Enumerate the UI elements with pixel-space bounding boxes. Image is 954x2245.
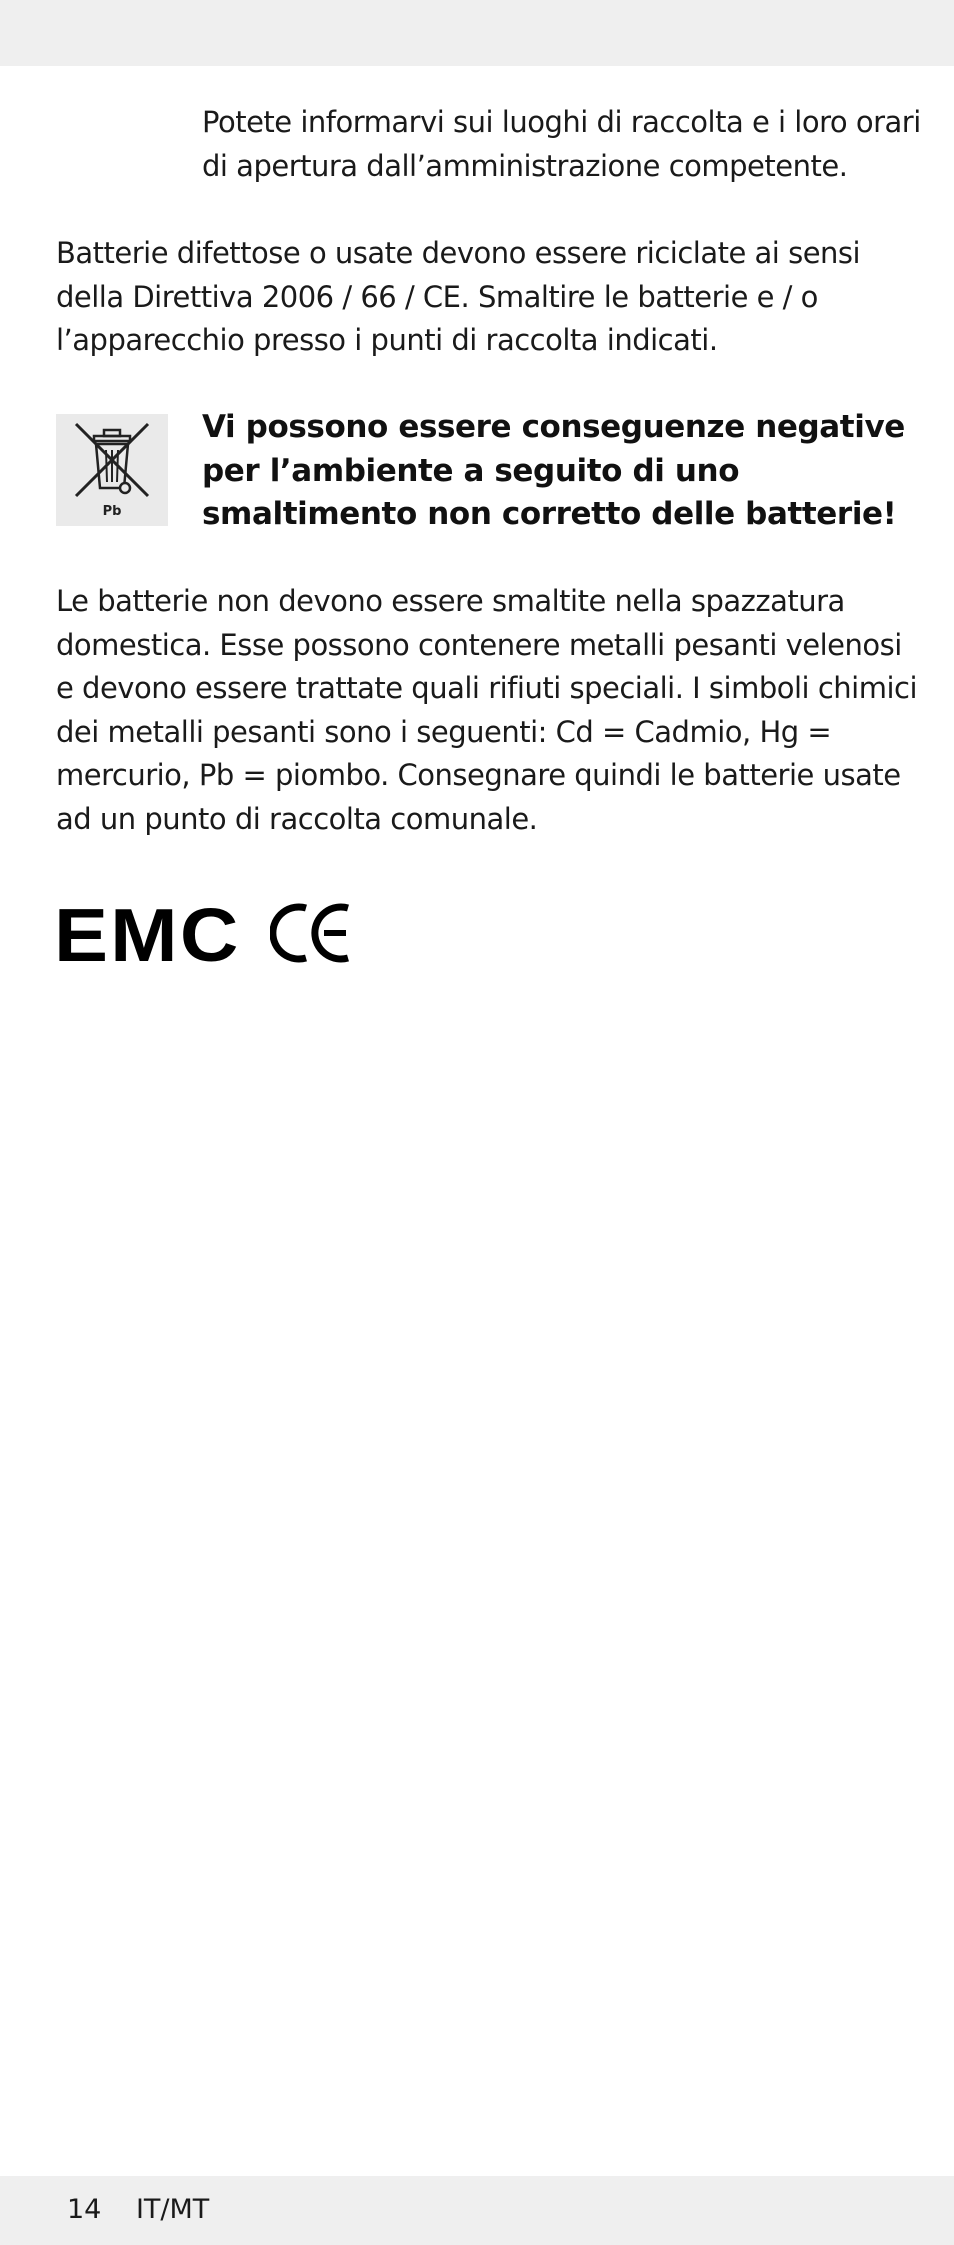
crossed-out-bin-icon xyxy=(56,414,168,526)
battery-warning-text: Vi possono essere conseguenze negative per l’ambiente a seguito di uno smaltimento non corretto delle batterie! xyxy=(202,409,905,532)
battery-recycling-paragraph: Batterie difettose o usate devono essere riciclate ai sensi della Direttiva 2006 / 66 / CE. Smaltire le batterie e / o l’apparecchio presso i punti di raccolta indicati. xyxy=(56,236,861,357)
language-code: IT/MT xyxy=(135,2194,210,2225)
ce-mark-icon xyxy=(270,902,352,964)
emc-logo: EMC xyxy=(54,893,241,977)
page-footer xyxy=(67,2192,209,2228)
crossed-out-bin-svg xyxy=(56,414,168,526)
page-number: 14 xyxy=(67,2194,102,2225)
pb-label: Pb xyxy=(102,504,122,519)
collection-info-paragraph: Potete informarvi sui luoghi di raccolta e i loro orari di apertura dall’amministrazione competente. xyxy=(202,105,921,183)
heavy-metals-paragraph: Le batterie non devono essere smaltite nella spazzatura domestica. Esse possono contenere metalli pesanti velenosi e devono essere trattate quali rifiuti speciali. I simboli chimici dei metalli pesanti sono i seguenti: Cd = Cadmio, Hg = mercurio, Pb = piombo. Consegnare quindi le batterie usate ad un punto di raccolta comunale. xyxy=(56,584,918,836)
top-band xyxy=(0,0,954,66)
